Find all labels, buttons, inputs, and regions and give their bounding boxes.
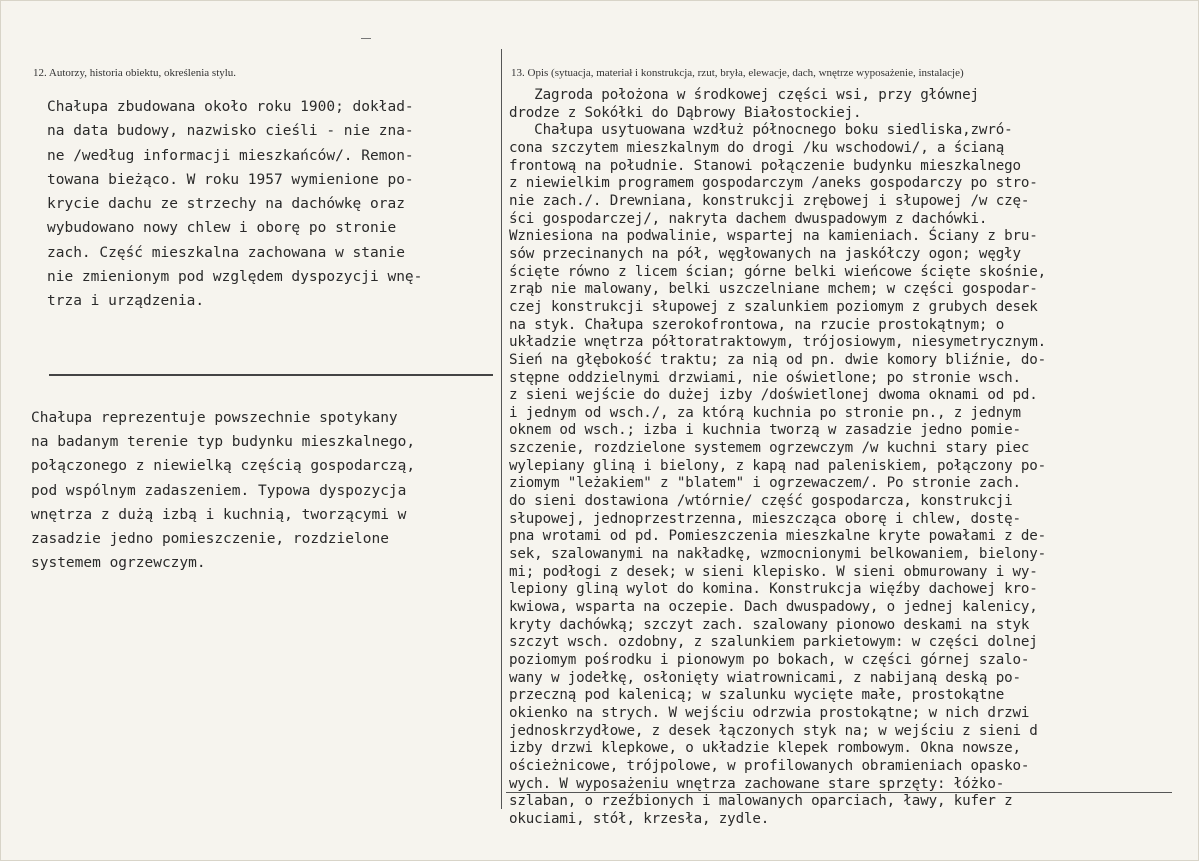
style-text: Chałupa reprezentuje powszechnie spotykany na badanym terenie typ budynku mieszkalnego, połączonego z niewielką częścią gospodarczą, pod wspólnym zadaszeniem. Typowa dyspozycja wnętrza z dużą izbą i kuchnią, tworzącymi w zasadzie jedno pomieszczenie, rozdzielone systemem ogrzewczym.	[31, 410, 416, 572]
top-tick-mark	[361, 38, 371, 39]
section-divider-line	[49, 374, 493, 376]
column-divider	[501, 49, 502, 809]
section-12-caption: 12. Autorzy, historia obiektu, określenia stylu.	[33, 67, 237, 79]
history-text: Chałupa zbudowana około roku 1900; dokład- na data budowy, nazwisko cieśli - nie zna- ne /według informacji mieszkańców/. Remon- towana bieżąco. W roku 1957 wymienione po- krycie dachu ze strzechy na dachówkę oraz wybudowano nowy chlew i oborę po stronie zach. Część mieszkalna zachowana w stanie nie zmienionym pod względem dyspozycji wnę- trza i urządzenia.	[47, 99, 423, 310]
underline-mark	[506, 792, 1172, 793]
section-13-caption: 13. Opis (sytuacja, materiał i konstrukcja, rzut, bryła, elewacje, dach, wnętrze wyposażenie, instalacje)	[511, 67, 964, 79]
description-text: Zagroda położona w środkowej części wsi, przy głównej drodze z Sokółki do Dąbrowy Białostockiej. Chałupa usytuowana wzdłuż północnego boku siedliska,zwró- cona szczytem mieszkalnym do drogi /ku wschodowi/, a ścianą frontową na południe. Stanowi połączenie budynku mieszkalnego z niewielkim programem gospodarczym /aneks gospodarczy po stro- nie zach./. Drewniana, konstrukcji zrębowej i słupowej /w czę- ści gospodarczej/, nakryta dachem dwuspadowym z dachówki. Wzniesiona na podwalinie, wspartej na kamieniach. Ściany z bru- sów przecinanych na pół, węgłowanych na jaskółczy ogon; węgły ścięte równo z licem ścian; górne belki wieńcowe ścięte skośnie, zrąb nie malowany, belki uszczelniane mchem; w części gospodar- czej konstrukcji słupowej z szalunkiem poziomym z grubych desek na styk. Chałupa szerokofrontowa, na rzucie prostokątnym; o układzie wnętrza półtoratraktowym, trójosiowym, niesymetrycznym. Sień na głębokość traktu; za nią od pn. dwie komory bliźnie, do- stępne oddzielnymi drzwiami, nie oświetlone; po stronie wsch. z sieni wejście do dużej izby /doświetlonej dwoma oknami od pd. i jednym od wsch./, za którą kuchnia po stronie pn., z jednym oknem od wsch.; izba i kuchnia tworzą w zasadzie jedno pomie- szczenie, rozdzielone systemem ogrzewczym /w kuchni stary piec wylepiany gliną i bielony, z kapą nad paleniskiem, połączony po- ziomym "leżakiem" z "blatem" i ogrzewaczem/. Po stronie zach. do sieni dostawiona /wtórnie/ część gospodarcza, konstrukcji słupowej, jednoprzestrzenna, mieszcząca oborę i chlew, dostę- pna wrotami od pd. Pomieszczenia mieszkalne kryte powałami z de- sek, szalowanymi na nakładkę, wzmocnionymi belkowaniem, bielony- mi; podłogi z desek; w sieni klepisko. W sieni obmurowany i wy- lepiony gliną wylot do komina. Konstrukcja więźby dachowej kro- kwiowa, wsparta na oczepie. Dach dwuspadowy, o jednej kalenicy, kryty dachówką; szczyt zach. szalowany pionowo deskami na styk szczyt wsch. ozdobny, z szalunkiem parkietowym: w części dolnej poziomym pośrodku i pionowym po bokach, w części górnej szalo- wany w jodełkę, osłonięty wiatrownicami, z nabijaną deską po- przeczną pod kalenicą; w szalunku wycięte małe, prostokątne okienko na strych. W wejściu odrzwia prostokątne; w nich drzwi jednoskrzydłowe, z desek łączonych styk na; w wejściu z sieni d izby drzwi klepkowe, o układzie klepek rombowym. Okna nowsze, ościeżnicowe, trójpolowe, w profilowanych obramieniach opasko- wych. W wyposażeniu wnętrza zachowane stare sprzęty: łóżko- szlaban, o rzeźbionych i malowanych oparciach, ławy, kufer z okuciami, stół, krzesła, zydle.	[509, 87, 1047, 827]
